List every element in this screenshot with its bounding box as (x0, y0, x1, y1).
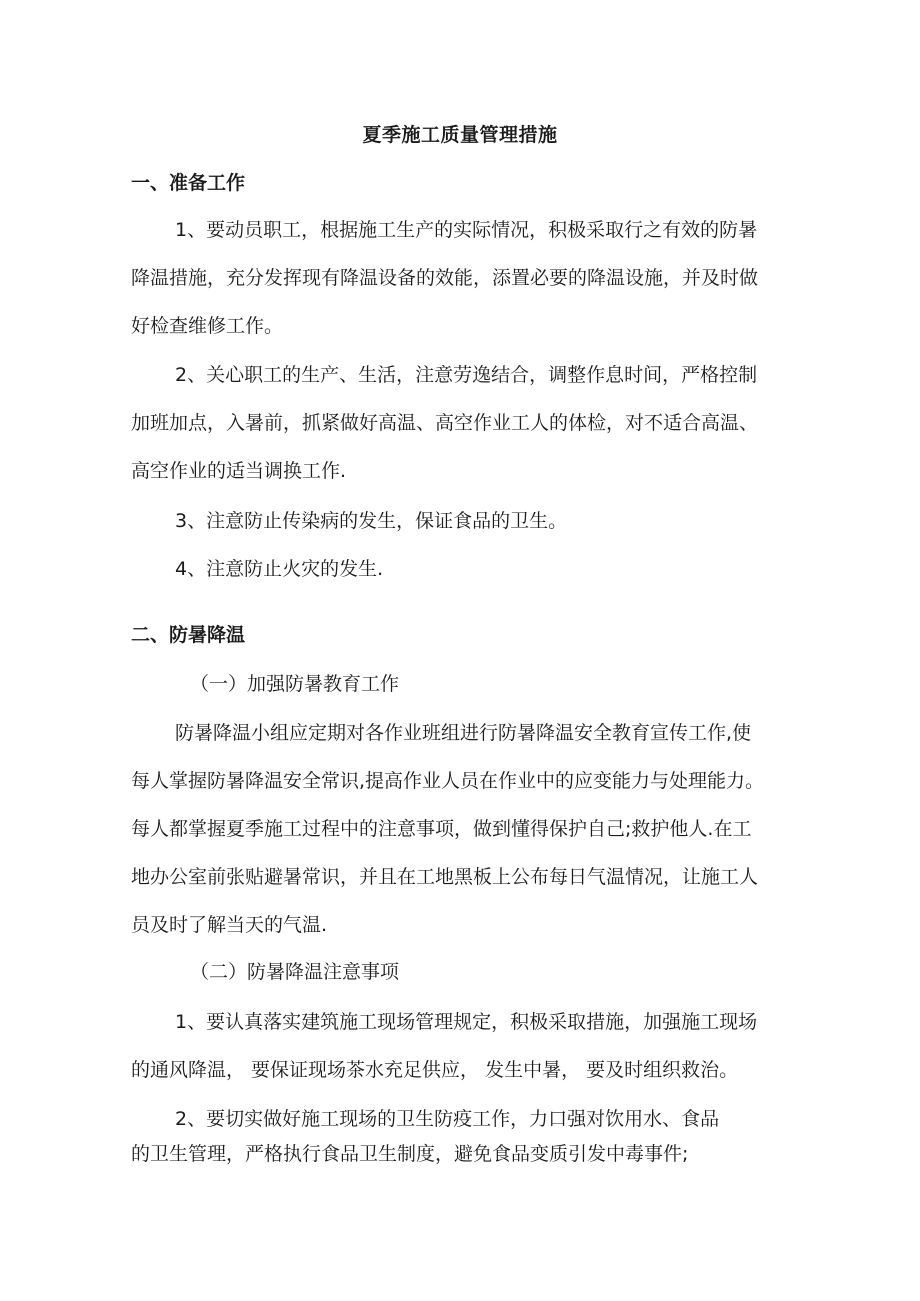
section-heading-heat-prevention: 二、防暑降温 (131, 624, 246, 646)
paragraph-line: 1、要认真落实建筑施工现场管理规定，积极采取措施，加强施工现场 (175, 1011, 758, 1033)
paragraph-line: 高空作业的适当调换工作. (131, 460, 347, 482)
paragraph-line: 每人掌握防暑降温安全常识,提高作业人员在作业中的应变能力与处理能力。 (131, 770, 765, 792)
paragraph-line: 员及时了解当天的气温. (131, 914, 328, 936)
paragraph-line: 防暑降温小组应定期对各作业班组进行防暑降温安全教育宣传工作,使 (175, 722, 752, 744)
subsection-heading-education: （一）加强防暑教育工作 (190, 673, 400, 695)
paragraph-line: 3、注意防止传染病的发生，保证食品的卫生。 (175, 510, 568, 532)
paragraph-line: 的卫生管理，严格执行食品卫生制度，避免食品变质引发中毒事件; (131, 1143, 689, 1165)
subsection-heading-precautions: （二）防暑降温注意事项 (190, 961, 400, 983)
paragraph-line: 4、注意防止火灾的发生. (175, 558, 384, 580)
paragraph-line: 每人都掌握夏季施工过程中的注意事项，做到懂得保护自己;救护他人.在工 (131, 818, 752, 840)
paragraph-line: 的通风降温， 要保证现场茶水充足供应， 发生中暑， 要及时组织救治。 (131, 1059, 739, 1081)
paragraph-line: 加班加点，入暑前，抓紧做好高温、高空作业工人的体检，对不适合高温、 (131, 412, 759, 434)
paragraph-line: 地办公室前张贴避暑常识，并且在工地黑板上公布每日气温情况，让施工人 (131, 866, 759, 888)
section-heading-preparation: 一、准备工作 (131, 172, 246, 194)
paragraph-line: 1、要动员职工，根据施工生产的实际情况，积极采取行之有效的防暑 (175, 219, 758, 241)
paragraph-line: 好检查维修工作。 (131, 315, 284, 337)
paragraph-line: 2、要切实做好施工现场的卫生防疫工作，力口强对饮用水、食品 (175, 1108, 720, 1130)
document-title: 夏季施工质量管理措施 (362, 124, 558, 146)
paragraph-line: 2、关心职工的生产、生活，注意劳逸结合，调整作息时间，严格控制 (175, 364, 758, 386)
paragraph-line: 降温措施，充分发挥现有降温设备的效能，添置必要的降温设施，并及时做 (131, 267, 759, 289)
